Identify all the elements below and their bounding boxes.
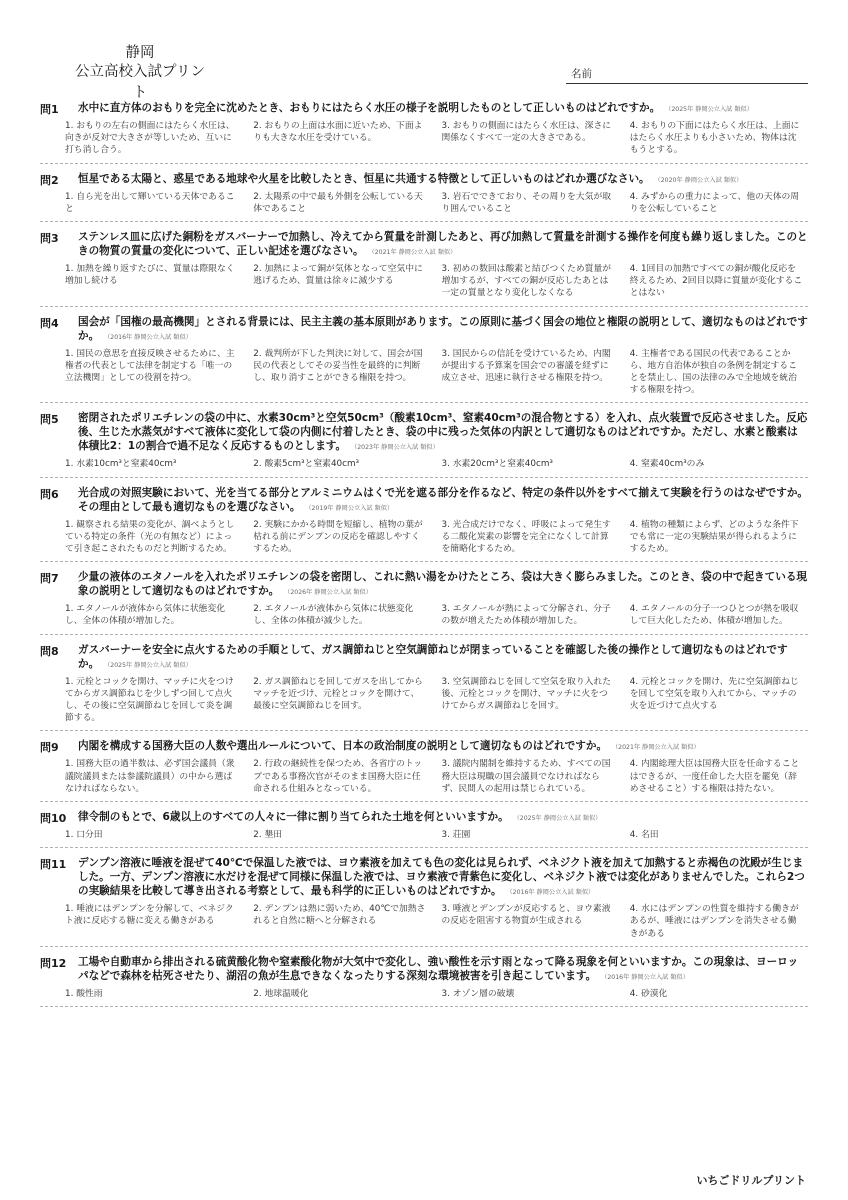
answer-option: 2. 酸素5cm³と窒素40cm³: [253, 459, 360, 470]
answer-option: 4. 主権者である国民の代表であることから、地方自治体が独自の条例を制定することを禁止し、国の法律のみで全地域を統治する権限を持つ。: [629, 348, 797, 396]
answer-options: [65, 829, 808, 841]
answer-options: [65, 120, 808, 157]
question-block: [40, 856, 808, 947]
answer-option: 2. 実験にかかる時間を短縮し、植物の葉が枯れる前にデンプンの反応を確認しやすくするため。: [253, 519, 423, 555]
answer-option: 4. 内閣総理大臣は国務大臣を任命することはできるが、一度任命した大臣を罷免（辞めさせること）する権限は持たない。: [629, 759, 800, 794]
answer-options: [65, 519, 808, 556]
answer-option: 4. 窒素40cm³のみ: [629, 459, 705, 470]
answer-option: 3. 初めの数回は酸素と結びつくため質量が増加するが、すべての銅が反応したあとは一定の質量となり変化しなくなる: [441, 264, 612, 299]
answer-option: 4. 水にはデンプンの性質を維持する働きがあるが、唾液にはデンプンを消失させる働きがある: [629, 904, 799, 939]
question-body: ステンレス皿に広げた銅粉をガスバーナーで加熱し、冷えてから質量を計測したあと、再び加熱して質量を計測する操作を何度も繰り返しました。このときの物質の質量の変化について、正しい記述を選びなさい。: [78, 231, 808, 258]
answer-option: 4. 植物の種類によらず、どのような条件下でも常に一定の実験結果が得られるようにするため。: [629, 519, 799, 555]
question-number: 問1: [40, 103, 59, 116]
answer-option: 3. 空気調節ねじを回して空気を取り入れた後、元栓とコックを開け、マッチに火をつけてからガス調節ねじを回す。: [441, 676, 612, 712]
answer-option: 1. おもりの左右の側面にはたらく水圧は、向きが反対で大きさが等しいため、互いに打ち消し合う。: [65, 121, 235, 156]
header: [0, 0, 848, 101]
question-text: [78, 955, 808, 985]
answer-option: 2. おもりの上面は水面に近いため、下面よりも大きな水圧を受けている。: [253, 121, 423, 144]
question-block: [40, 570, 808, 634]
answer-option: 1. 元栓とコックを開け、マッチに火をつけてからガス調節ねじを少しずつ回して点火し、その後に空気調節ねじを回して炎を調節する。: [65, 676, 234, 724]
answer-option: 1. 水素10cm³と窒素40cm³: [65, 459, 177, 470]
answer-options: [65, 603, 808, 627]
question-number: 問6: [40, 487, 59, 501]
answer-option: 4. エタノールの分子一つひとつが熱を吸収して巨大化したため、体積が増加した。: [629, 604, 799, 627]
question-source: （2019年 静岡公立入試 類似）: [308, 504, 394, 512]
answer-option: 2. 加熱によって銅が気体となって空気中に逃げるため、質量は徐々に減少する: [253, 264, 423, 287]
answer-options: [65, 903, 808, 940]
name-field-line: [566, 83, 808, 84]
name-label: 名前: [571, 68, 592, 80]
answer-option: 4. 名田: [629, 830, 659, 841]
answer-option: 1. 口分田: [65, 830, 103, 841]
question-source: （2025年 静岡公立入試 類似）: [668, 106, 753, 113]
prefecture-title: 静岡: [125, 45, 155, 61]
answer-option: 2. 地球温暖化: [253, 988, 309, 999]
answer-options: [65, 758, 808, 795]
question-body: 恒星である太陽と、惑星である地球や火星を比較したとき、恒星に共通する特徴として正しいものはどれか選びなさい。: [78, 172, 650, 185]
answer-option: 4. 砂漠化: [629, 988, 668, 999]
answer-option: 2. 墾田: [253, 830, 283, 841]
question-source: （2021年 静岡公立入試 類似）: [615, 744, 700, 752]
answer-options: [65, 458, 808, 470]
question-text: [78, 856, 808, 900]
answer-option: 3. 国民からの信託を受けているため、内閣が提出する予算案を国会での審議を経ずに成立させ、迅速に執行させる権限を持つ。: [441, 348, 611, 384]
question-source: （2021年 静岡公立入試 類似）: [371, 249, 457, 257]
question-number: 問3: [40, 232, 59, 246]
question-text: [78, 810, 808, 826]
question-source: （2016年 静岡公立入試 類似）: [107, 333, 192, 341]
question-source: （2020年 静岡公立入試 類似）: [657, 176, 743, 184]
question-source: （2026年 静岡公立入試 類似）: [287, 589, 372, 597]
answer-option: 4. おもりの下面にはたらく水圧は、上面にはたらく水圧よりも小さいため、物体は沈もうとする。: [629, 121, 800, 156]
answer-option: 1. 自ら光を出して輝いている天体であること: [65, 191, 235, 214]
question-block: [40, 486, 808, 563]
question-body: 密閉されたポリエチレンの袋の中に、水素30cm³と空気50cm³（酸素10cm³、窒素40cm³の混合物とする）を入れ、点火装置で反応させました。反応後、生じた水蒸気がすべて液体に変化して袋の内側に付着したとき、袋の中に残った気体の内訳として適切なものはどれですか。ただし、水素と酸素は体積比2：1の割合で過不足なく反応するものとします。: [78, 412, 808, 453]
footer-brand: いちごドリルプリント: [696, 1174, 806, 1187]
answer-option: 3. 議院内閣制を維持するため、すべての国務大臣は現職の国会議員でなければならず、民間人の起用は禁じられている。: [441, 759, 611, 794]
print-title: 公立高校入試プリント: [75, 64, 205, 101]
question-number: 問4: [40, 316, 59, 330]
question-source: （2023年 静岡公立入試 類似）: [354, 444, 439, 452]
question-text: [78, 486, 808, 516]
answer-option: 3. エタノールが熱によって分解され、分子の数が増えたため体積が増加した。: [441, 604, 611, 627]
question-number: 問7: [40, 572, 59, 586]
question-source: （2016年 静岡公立入試 類似）: [509, 889, 595, 897]
question-block: [40, 172, 808, 222]
answer-options: [65, 676, 808, 725]
question-text: [78, 172, 808, 188]
answer-option: 4. 元栓とコックを開け、先に空気調節ねじを回して空気を取り入れてから、マッチの火を近づけて点火する: [629, 676, 799, 712]
answer-option: 1. 観察される結果の変化が、調べようとしている特定の条件（光の有無など）によって引き起こされたものだと判断するため。: [65, 519, 235, 555]
question-body: 工場や自動車から排出される硫黄酸化物や窒素酸化物が大気中で変化し、強い酸性を示す雨となって降る現象を何といいますか。この現象は、ヨーロッパなどで森林を枯死させたり、湖沼の魚が生息できなくなったりする深刻な環境被害を引き起こしています。: [78, 955, 799, 982]
answer-option: 3. 水素20cm³と窒素40cm³: [441, 459, 553, 470]
answer-option: 3. 光合成だけでなく、呼吸によって発生する二酸化炭素の影響を完全になくして計算を簡略化するため。: [441, 519, 611, 555]
answer-option: 3. 荘園: [441, 830, 471, 841]
question-number: 問5: [40, 413, 59, 427]
question-block: [40, 810, 808, 848]
answer-options: [65, 988, 808, 1000]
question-body: 水中に直方体のおもりを完全に沈めたとき、おもりにはたらく水圧の様子を説明したものとして正しいものはどれですか。: [78, 102, 661, 114]
question-body: 律令制のもとで、6歳以上のすべての人々に一律に割り当てられた土地を何といいますか。: [78, 811, 509, 824]
answer-option: 2. ガス調節ねじを回してガスを出してからマッチを近づけ、元栓とコックを開けて、最後に空気調節ねじを回す。: [253, 676, 423, 712]
question-text: [78, 315, 808, 345]
answer-option: 3. おもりの側面にはたらく水圧は、深さに関係なくすべて一定の大きさである。: [441, 121, 612, 144]
answer-option: 2. 裁判所が下した判決に対して、国会が国民の代表としてその妥当性を最終的に判断し、取り消すことができる権限を持つ。: [253, 348, 423, 384]
question-source: （2025年 静岡公立入試 類似）: [516, 815, 602, 823]
answer-option: 2. 太陽系の中で最も外側を公転している天体であること: [253, 191, 423, 214]
answer-option: 3. オゾン層の破壊: [441, 988, 515, 999]
question-body: 光合成の対照実験において、光を当てる部分とアルミニウムはくで光を遮る部分を作るなど、特定の条件以外をすべて揃えて実験を行うのはなぜですか。その理由として最も適切なものを選びなさい。: [78, 486, 809, 513]
question-block: [40, 739, 808, 802]
question-body: 少量の液体のエタノールを入れたポリエチレンの袋を密閉し、これに熱い湯をかけたところ、袋は大きく膨らみました。このとき、袋の中で起きている現象の説明として適切なものはどれですか。: [78, 571, 808, 598]
question-list: [40, 101, 808, 1015]
answer-option: 1. 国務大臣の過半数は、必ず国会議員（衆議院議員または参議院議員）の中から選ばなければならない。: [65, 759, 235, 794]
question-block: [40, 101, 808, 164]
question-number: 問8: [40, 644, 59, 658]
question-number: 問9: [40, 741, 59, 755]
question-block: [40, 315, 808, 404]
question-body: デンプン溶液に唾液を混ぜて40℃で保温した液では、ヨウ素液を加えても色の変化は見られず、ベネジクト液を加えて加熱すると赤褐色の沈殿が生じました。一方、デンプン溶液に水だけを混ぜて同様に保温した液では、ヨウ素液で青紫色に変化し、ベネジクト液では変化がありませんでした。これら2つの実験結果を比較して導き出される考察として、最も科学的に正しいものはどれですか。: [78, 857, 805, 898]
question-text: [78, 230, 808, 260]
answer-option: 2. エタノールが液体から気体に状態変化し、全体の体積が減少した。: [253, 604, 414, 627]
answer-option: 1. 国民の意思を直接反映させるために、主権者の代表として法律を制定する「唯一の立法機関」としての役割を持つ。: [65, 348, 235, 384]
question-number: 問11: [40, 858, 67, 872]
answer-options: [65, 348, 808, 397]
question-block: [40, 955, 808, 1007]
answer-option: 2. 行政の継続性を保つため、各省庁のトップである事務次官がそのまま国務大臣に任命される仕組みとなっている。: [253, 759, 423, 794]
answer-option: 1. 加熱を繰り返すたびに、質量は際限なく増加し続ける: [65, 264, 235, 287]
question-text: [78, 570, 808, 600]
question-block: [40, 230, 808, 307]
answer-option: 4. 1回目の加熱ですべての銅が酸化反応を終えるため、2回目以降に質量が変化することはない: [629, 264, 803, 299]
question-body: 内閣を構成する国務大臣の人数や選出ルールについて、日本の政治制度の説明として適切なものはどれですか。: [78, 740, 608, 753]
question-body: 国会が「国権の最高機関」とされる背景には、民主主義の基本原則があります。この原則に基づく国会の地位と権限の説明として、適切なものはどれですか。: [78, 315, 808, 342]
answer-option: 1. 酸性雨: [65, 988, 103, 999]
answer-options: [65, 263, 808, 300]
question-source: （2016年 静岡公立入試 類似）: [604, 973, 689, 981]
question-body: ガスバーナーを安全に点火するための手順として、ガス調節ねじと空気調節ねじが閉まっていることを確認した後の操作として適切なものはどれですか。: [78, 643, 788, 670]
question-number: 問2: [40, 173, 59, 187]
question-number: 問12: [40, 956, 67, 970]
answer-option: 1. 唾液にはデンプンを分解して、ベネジクト液に反応する糖に変える働きがある: [65, 904, 234, 927]
answer-options: [65, 191, 808, 215]
answer-option: 2. デンプンは熱に弱いため、40℃で加熱されると自然に糖へと分解される: [253, 904, 426, 927]
question-text: [78, 101, 808, 117]
answer-option: 3. 唾液とデンプンが反応すると、ヨウ素液の反応を阻害する物質が生成される: [441, 904, 611, 927]
question-source: （2025年 静岡公立入試 類似）: [107, 661, 192, 669]
question-block: [40, 643, 808, 732]
question-text: [78, 643, 808, 673]
question-block: [40, 411, 808, 477]
question-text: [78, 739, 808, 755]
answer-option: 4. みずからの重力によって、他の天体の周りを公転していること: [629, 191, 800, 214]
question-number: 問10: [40, 812, 67, 826]
answer-option: 1. エタノールが液体から気体に状態変化し、全体の体積が増加した。: [65, 604, 226, 627]
question-text: [78, 411, 808, 455]
answer-option: 3. 岩石でできており、その周りを大気が取り囲んでいること: [441, 191, 612, 214]
